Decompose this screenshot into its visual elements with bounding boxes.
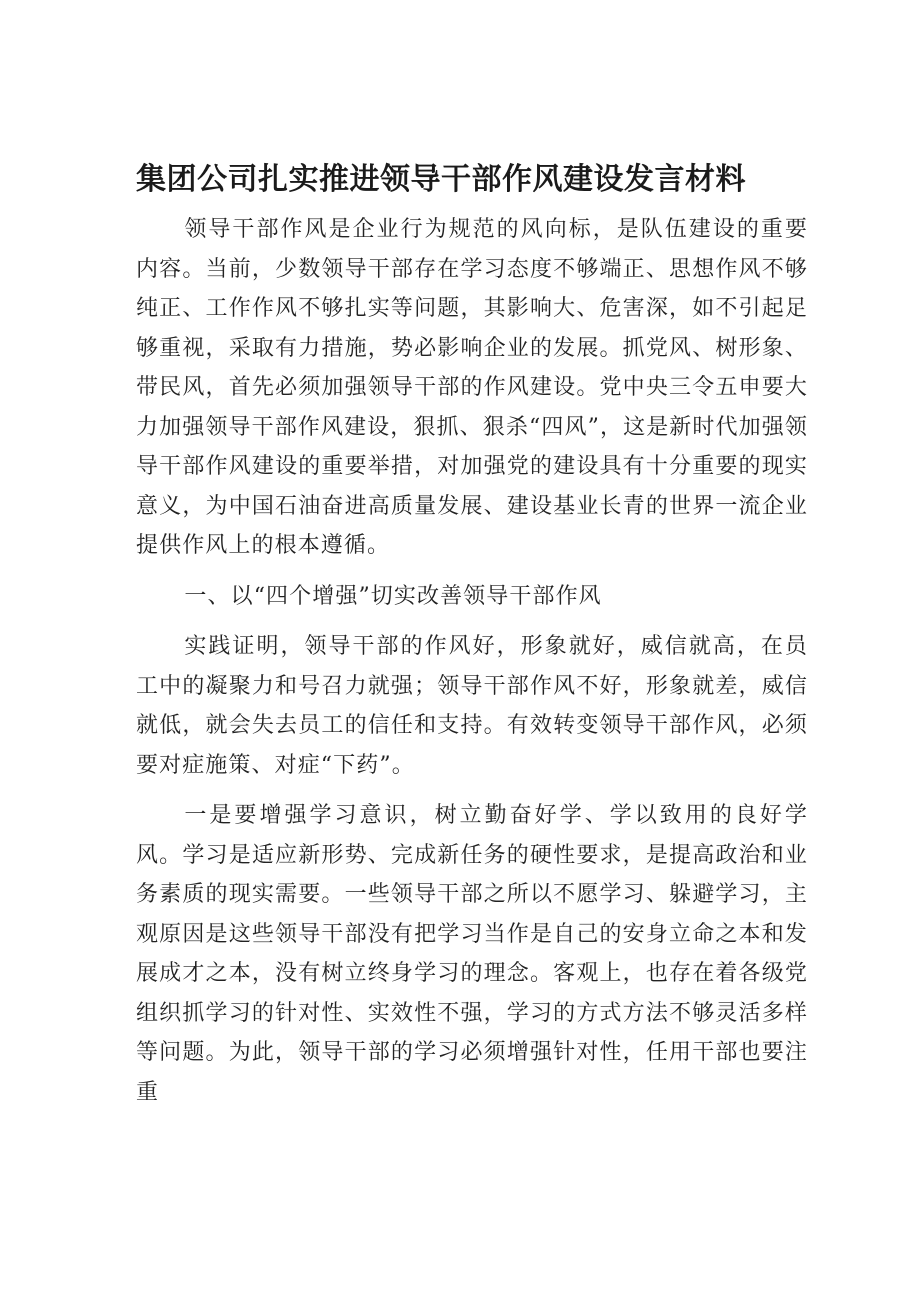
document-title: 集团公司扎实推进领导干部作风建设发言材料 <box>136 162 746 197</box>
paragraph-practice: 实践证明，领导干部的作风好，形象就好，威信就高，在员工中的凝聚力和号召力就强；领导干部作风不好，形象就差，威信就低，就会失去员工的信任和支持。有效转变领导干部作风，必须要对症施策、对症“下药”。 <box>136 634 808 778</box>
section-heading-1: 一、以“四个增强”切实改善领导干部作风 <box>184 583 602 609</box>
paragraph-learning: 一是要增强学习意识，树立勤奋好学、学以致用的良好学风。学习是适应新形势、完成新任务的硬性要求，是提高政治和业务素质的现实需要。一些领导干部之所以不愿学习、躲避学习，主观原因是这些领导干部没有把学习当作是自己的安身立命之本和发展成才之本，没有树立终身学习的理念。客观上，也存在着各级党组织抓学习的针对性、实效性不强，学习的方式方法不够灵活多样等问题。为此，领导干部的学习必须增强针对性，任用干部也要注重 <box>136 803 808 1105</box>
paragraph-intro: 领导干部作风是企业行为规范的风向标，是队伍建设的重要内容。当前，少数领导干部存在学习态度不够端正、思想作风不够纯正、工作作风不够扎实等问题，其影响大、危害深，如不引起足够重视，采取有力措施，势必影响企业的发展。抓党风、树形象、带民风，首先必须加强领导干部的作风建设。党中央三令五申要大力加强领导干部作风建设，狠抓、狠杀“四风”，这是新时代加强领导干部作风建设的重要举措，对加强党的建设具有十分重要的现实意义，为中国石油奋进高质量发展、建设基业长青的世界一流企业提供作风上的根本遵循。 <box>136 217 808 558</box>
document-body <box>136 210 808 1112</box>
